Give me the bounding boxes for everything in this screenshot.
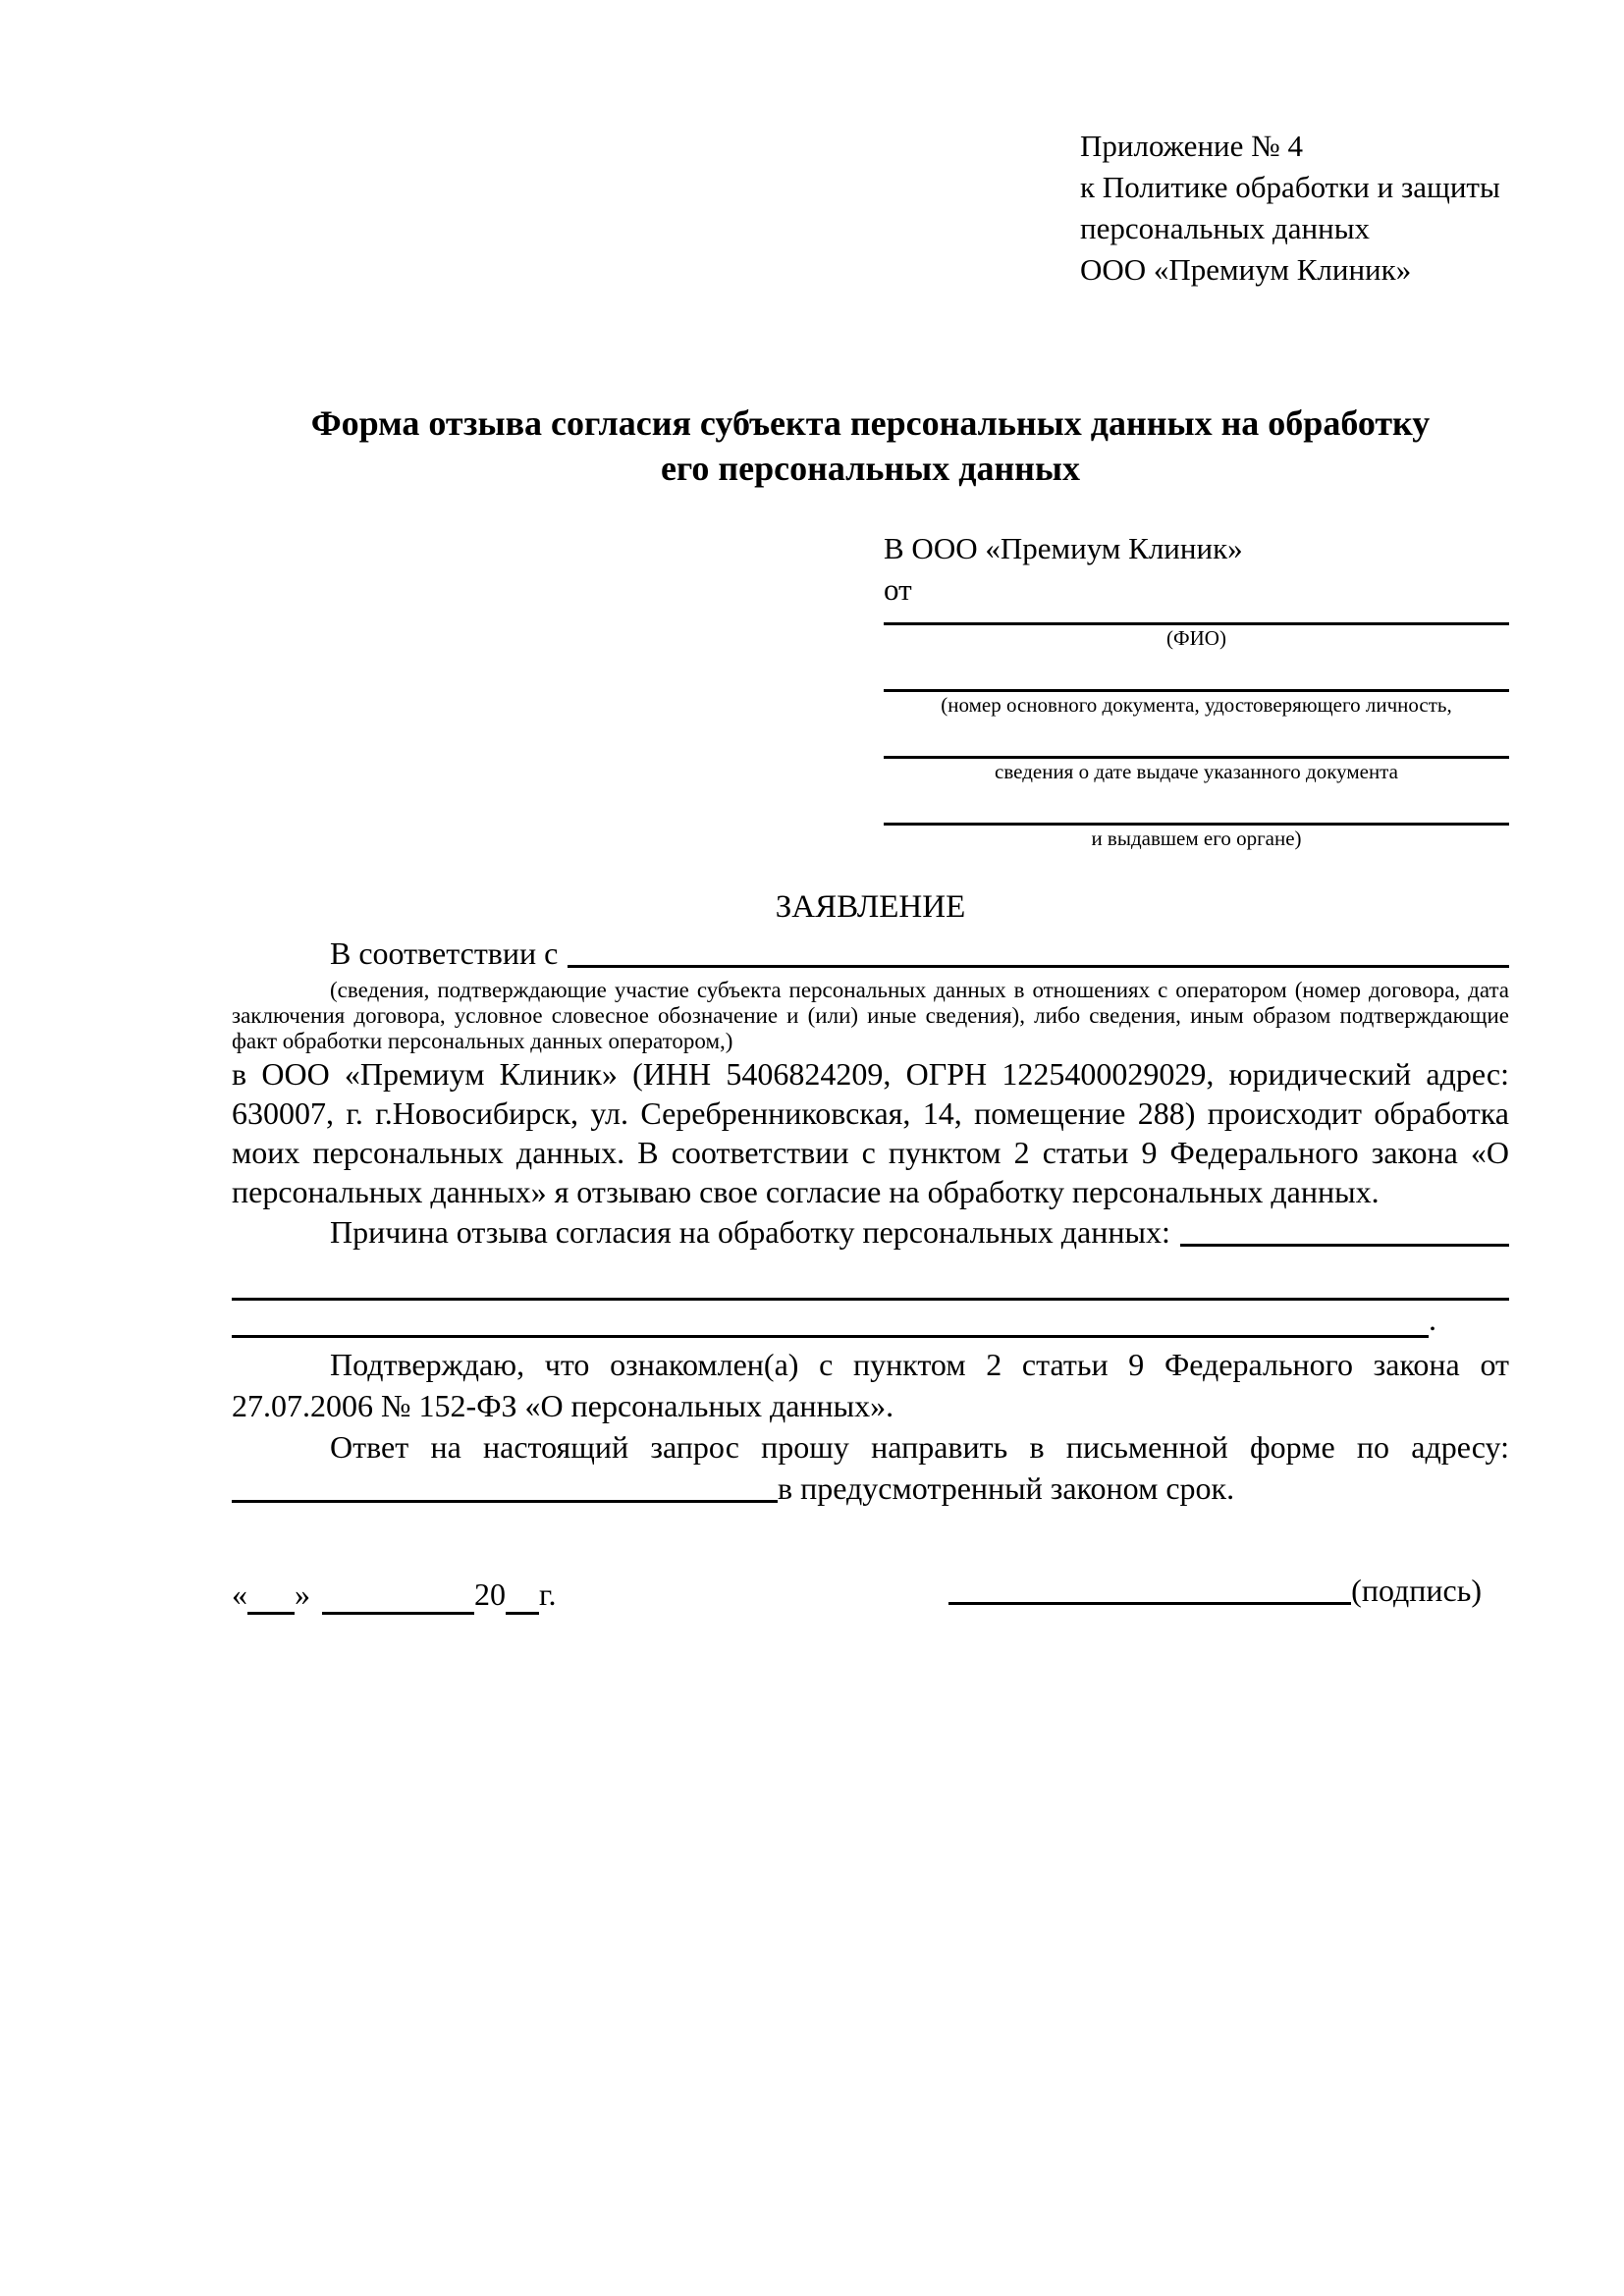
reason-blank-row	[232, 1301, 1509, 1338]
addressee-block	[884, 528, 1509, 852]
document-title	[232, 400, 1509, 491]
id-document-blank-line	[884, 652, 1509, 692]
issuing-authority-blank-line	[884, 785, 1509, 826]
statement-heading: ЗАЯВЛЕНИЕ	[775, 889, 966, 925]
document-title-line: Форма отзыва согласия субъекта персональных данных на обработку	[310, 403, 1431, 443]
appendix-note	[1080, 0, 1509, 291]
document-title-line: его персональных данных	[660, 449, 1081, 488]
year-prefix: 20	[474, 1576, 506, 1612]
fio-caption: (ФИО)	[1166, 626, 1226, 650]
date-day-blank	[247, 1582, 295, 1615]
year-suffix-label: г.	[539, 1576, 557, 1612]
date-signature-row	[232, 1570, 1509, 1615]
accordance-label: В соответствии с	[330, 935, 559, 971]
response-line	[232, 1468, 1509, 1509]
date-close-quote: »	[295, 1576, 310, 1612]
appendix-line: Приложение № 4	[1080, 129, 1303, 163]
sentence-period: .	[1429, 1302, 1436, 1337]
accordance-line	[232, 933, 1509, 974]
issue-date-caption: сведения о дате выдаче указанного документа	[995, 760, 1398, 783]
reason-label: Причина отзыва согласия на обработку персональных данных:	[330, 1214, 1170, 1250]
addressee-from: от	[884, 572, 912, 607]
addressee-to: В ООО «Премиум Клиник»	[884, 531, 1243, 565]
signature-field	[948, 1570, 1482, 1611]
reason-blank-line-2	[232, 1253, 1509, 1301]
date-field	[232, 1574, 557, 1615]
acknowledgement-text: Подтверждаю, что ознакомлен(а) с пунктом 2 статьи 9 Федерального закона от 27.07.2006 № 152-ФЗ «О персональных данных».	[232, 1347, 1509, 1423]
response-request-text: Ответ на настоящий запрос прошу направить в письменной форме по адресу:	[330, 1429, 1509, 1465]
reason-blank-line-3	[232, 1306, 1429, 1338]
id-document-caption: (номер основного документа, удостоверяющего личность,	[941, 693, 1452, 717]
appendix-line: персональных данных	[1080, 211, 1371, 245]
signature-caption: (подпись)	[1351, 1573, 1482, 1608]
date-open-quote: «	[232, 1576, 247, 1612]
appendix-line: ООО «Премиум Клиник»	[1080, 252, 1412, 287]
date-year-blank	[506, 1582, 539, 1615]
statement-body: в ООО «Премиум Клиник» (ИНН 5406824209, ОГРН 1225400029029, юридический адрес: 630007, г. г.Новосибирск, ул. Серебренниковская, 14, помещение 288) происходит обработка моих персональных данных. В соответствии с пунктом 2 статьи 9 Федерального закона «О персональных данных» я отзываю свое согласие на обработку персональных данных.	[232, 1056, 1509, 1209]
reason-line	[232, 1211, 1509, 1253]
signature-blank-line	[948, 1602, 1351, 1605]
fio-blank-line	[884, 611, 1509, 625]
reason-blank-line	[1180, 1211, 1509, 1247]
response-suffix-text: в предусмотренный законом срок.	[778, 1470, 1235, 1506]
issue-date-blank-line	[884, 719, 1509, 759]
appendix-line: к Политике обработки и защиты	[1080, 170, 1500, 204]
date-month-blank	[322, 1582, 474, 1615]
accordance-blank-line	[568, 933, 1509, 968]
response-address-blank-line	[232, 1468, 778, 1503]
statement-footnote: (сведения, подтверждающие участие субъекта персональных данных в отношениях с оператором (номер договора, дата заключения договора, условное словесное обозначение и (или) иные сведения), либо сведения, иным образом подтверждающие факт обработки персональных данных оператором,)	[232, 978, 1509, 1053]
issuing-authority-caption: и выдавшем его органе)	[1091, 827, 1302, 850]
